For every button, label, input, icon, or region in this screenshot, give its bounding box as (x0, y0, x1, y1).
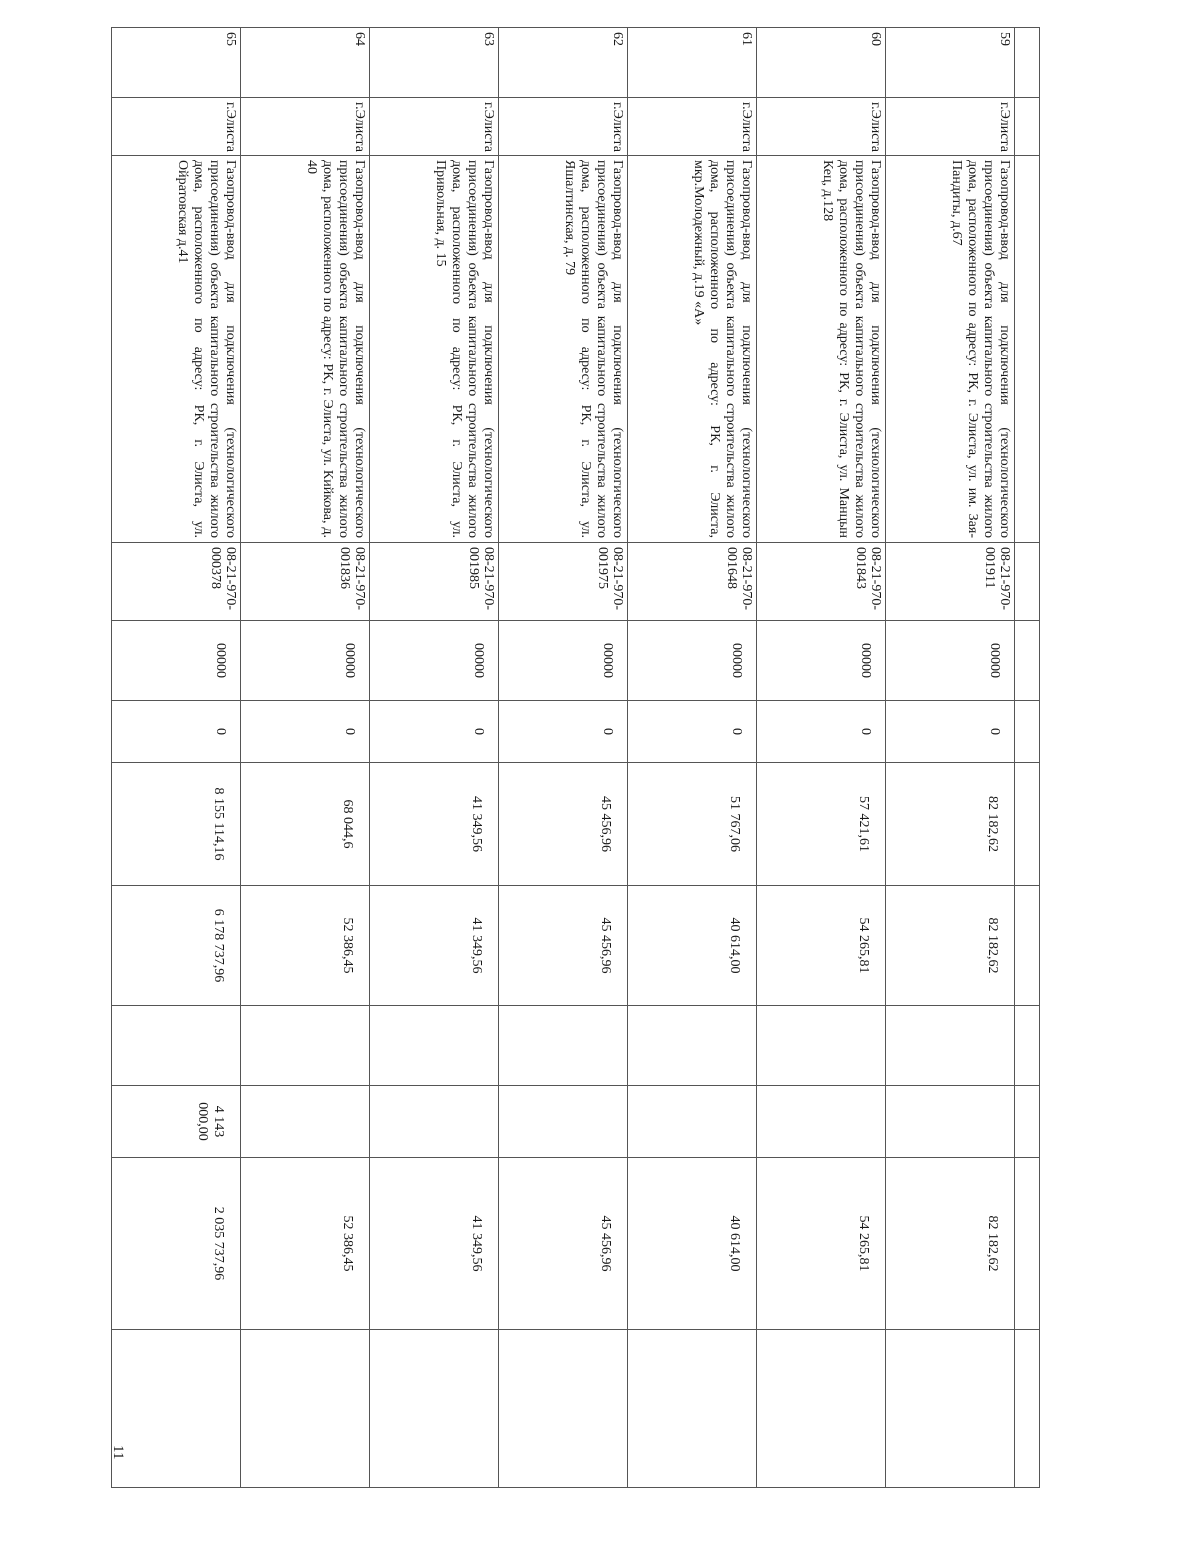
object-code: 08-21-970-001985 (370, 543, 499, 621)
table-row (499, 28, 628, 1488)
zero-value: 0 (499, 701, 628, 763)
total-cost: 51 767,06 (628, 763, 757, 886)
zeros-value: 00000 (628, 621, 757, 701)
object-description: Газопровод-ввод для подключения (технологического присоединения) объекта капитального строительства жилого дома, расположенного по адресу: РК, г. Элиста, ул. Манцын Кец, д.128 (757, 156, 886, 543)
locality: г.Элиста (112, 98, 241, 156)
amount-2: 52 386,45 (241, 886, 370, 1006)
row-number: 65 (112, 28, 241, 98)
zero-value: 0 (886, 701, 1015, 763)
row-number: 59 (886, 28, 1015, 98)
table-row (370, 28, 499, 1488)
cell-empty (1015, 621, 1040, 701)
table-row (886, 28, 1015, 1488)
table-row (112, 28, 241, 1488)
cell-empty (1015, 543, 1040, 621)
amount-4 (241, 1086, 370, 1158)
amount-5: 82 182,62 (886, 1158, 1015, 1330)
amount-4 (499, 1086, 628, 1158)
zeros-value: 00000 (241, 621, 370, 701)
amount-6 (112, 1330, 241, 1488)
total-cost: 57 421,61 (757, 763, 886, 886)
amount-5: 2 035 737,96 (112, 1158, 241, 1330)
row-number: 60 (757, 28, 886, 98)
total-cost: 68 044,6 (241, 763, 370, 886)
cell-empty (1015, 701, 1040, 763)
row-number: 64 (241, 28, 370, 98)
amount-2: 54 265,81 (757, 886, 886, 1006)
object-description: Газопровод-ввод для подключения (технологического присоединения) объекта капитального строительства жилого дома, расположенного по адресу: РК, г. Элиста, ул. им. Зая-Пандиты, д.67 (886, 156, 1015, 543)
cell-empty (1015, 1006, 1040, 1086)
zero-value: 0 (112, 701, 241, 763)
table-row (628, 28, 757, 1488)
zero-value: 0 (628, 701, 757, 763)
amount-2: 6 178 737,96 (112, 886, 241, 1006)
amount-3 (628, 1006, 757, 1086)
amount-4 (370, 1086, 499, 1158)
zeros-value: 00000 (370, 621, 499, 701)
object-code: 08-21-970-001648 (628, 543, 757, 621)
object-code: 08-21-970-001836 (241, 543, 370, 621)
object-description: Газопровод-ввод для подключения (технологического присоединения) объекта капитального строительства жилого дома, расположенного по адресу: РК, г. Элиста, ул. Кийкова, д. 40 (241, 156, 370, 543)
cell-empty (1015, 1330, 1040, 1488)
object-code: 08-21-970-000378 (112, 543, 241, 621)
data-table (111, 27, 1040, 1488)
amount-2: 40 614,00 (628, 886, 757, 1006)
amount-6 (370, 1330, 499, 1488)
object-code: 08-21-970-001975 (499, 543, 628, 621)
cell-empty (1015, 98, 1040, 156)
amount-6 (628, 1330, 757, 1488)
zeros-value: 00000 (886, 621, 1015, 701)
zero-value: 0 (241, 701, 370, 763)
locality: г.Элиста (757, 98, 886, 156)
zeros-value: 00000 (757, 621, 886, 701)
amount-3 (370, 1006, 499, 1086)
locality: г.Элиста (499, 98, 628, 156)
page-number: 11 (110, 1445, 126, 1460)
object-code: 08-21-970-001843 (757, 543, 886, 621)
row-number: 61 (628, 28, 757, 98)
table-row-top (1015, 28, 1040, 1488)
table-row (757, 28, 886, 1488)
amount-2: 82 182,62 (886, 886, 1015, 1006)
amount-4: 4 143 000,00 (112, 1086, 241, 1158)
table-row (241, 28, 370, 1488)
cell-empty (1015, 1158, 1040, 1330)
total-cost: 8 155 114,16 (112, 763, 241, 886)
amount-4 (757, 1086, 886, 1158)
amount-2: 45 456,96 (499, 886, 628, 1006)
object-description: Газопровод-ввод для подключения (технологического присоединения) объекта капитального строительства жилого дома, расположенного по адресу: РК, г. Элиста, ул. Яшалтинская, д. 79 (499, 156, 628, 543)
total-cost: 41 349,56 (370, 763, 499, 886)
cell-empty (1015, 28, 1040, 98)
cell-empty (1015, 156, 1040, 543)
amount-3 (757, 1006, 886, 1086)
amount-6 (499, 1330, 628, 1488)
amount-3 (112, 1006, 241, 1086)
object-code: 08-21-970-001911 (886, 543, 1015, 621)
amount-5: 40 614,00 (628, 1158, 757, 1330)
locality: г.Элиста (886, 98, 1015, 156)
object-description: Газопровод-ввод для подключения (технологического присоединения) объекта капитального строительства жилого дома, расположенного по адресу: РК, г. Элиста, ул. Ойратовская д.41 (112, 156, 241, 543)
zero-value: 0 (370, 701, 499, 763)
object-description: Газопровод-ввод для подключения (технологического присоединения) объекта капитального строительства жилого дома, расположенного по адресу: РК, г. Элиста, ул. Привольная, д. 15 (370, 156, 499, 543)
amount-6 (241, 1330, 370, 1488)
amount-5: 41 349,56 (370, 1158, 499, 1330)
cell-empty (1015, 763, 1040, 886)
amount-5: 54 265,81 (757, 1158, 886, 1330)
amount-4 (628, 1086, 757, 1158)
amount-3 (499, 1006, 628, 1086)
row-number: 62 (499, 28, 628, 98)
amount-4 (886, 1086, 1015, 1158)
amount-6 (757, 1330, 886, 1488)
row-number: 63 (370, 28, 499, 98)
amount-2: 41 349,56 (370, 886, 499, 1006)
locality: г.Элиста (628, 98, 757, 156)
amount-3 (241, 1006, 370, 1086)
locality: г.Элиста (241, 98, 370, 156)
amount-5: 52 386,45 (241, 1158, 370, 1330)
amount-6 (886, 1330, 1015, 1488)
zero-value: 0 (757, 701, 886, 763)
cell-empty (1015, 1086, 1040, 1158)
locality: г.Элиста (370, 98, 499, 156)
object-description: Газопровод-ввод для подключения (технологического присоединения) объекта капитального строительства жилого дома, расположенного по адресу: РК, г. Элиста, мкр.Молодежный, д.19 «А» (628, 156, 757, 543)
zeros-value: 00000 (499, 621, 628, 701)
total-cost: 45 456,96 (499, 763, 628, 886)
zeros-value: 00000 (112, 621, 241, 701)
cell-empty (1015, 886, 1040, 1006)
amount-5: 45 456,96 (499, 1158, 628, 1330)
amount-3 (886, 1006, 1015, 1086)
total-cost: 82 182,62 (886, 763, 1015, 886)
